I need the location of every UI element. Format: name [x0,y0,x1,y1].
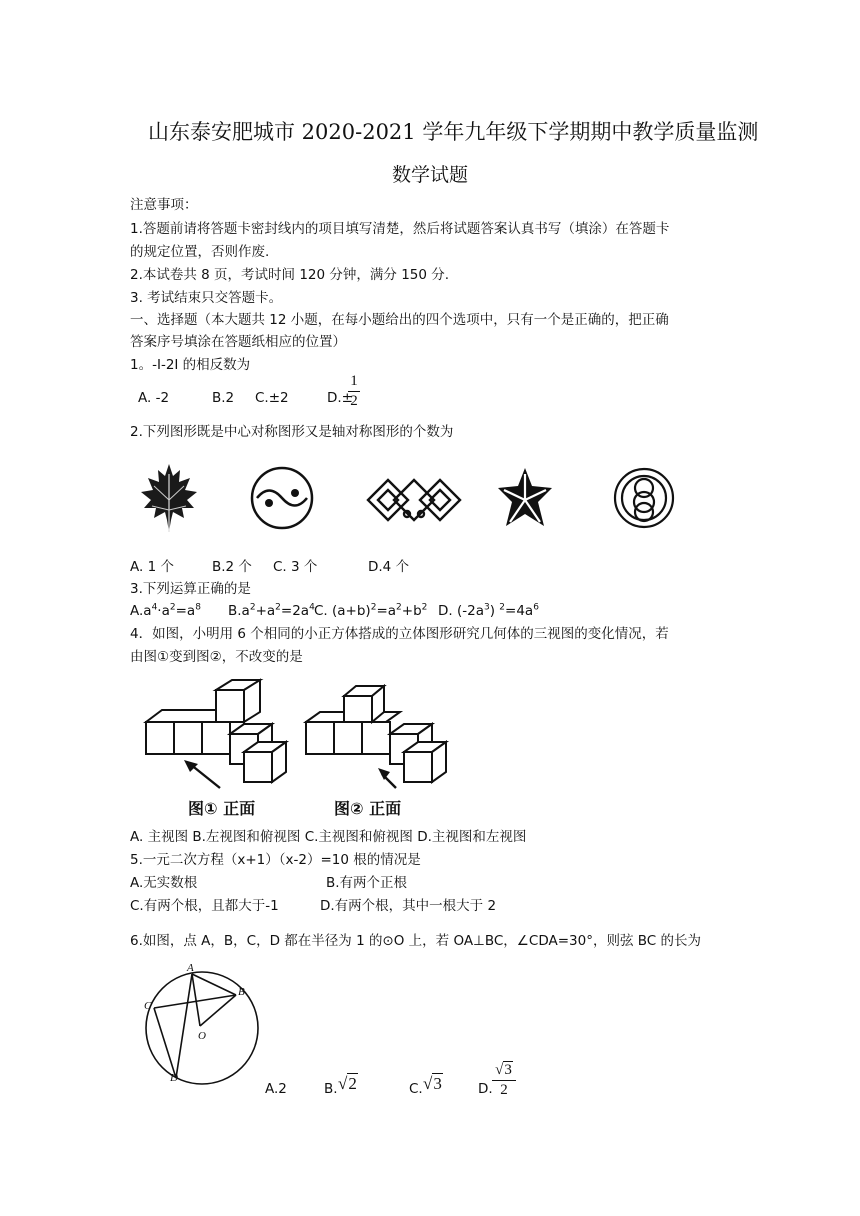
maple-leaf-icon [138,462,200,534]
q4-stem-line-2: 由图①变到图②，不改变的是 [130,649,303,665]
q1-d-numerator: 1 [350,373,358,389]
q6-label-b: B [238,986,245,998]
q4-options: A. 主视图 B.左视图和俯视图 C.主视图和俯视图 D.主视图和左视图 [130,829,527,845]
notice-item-2: 2.本试卷共 8 页，考试时间 120 分钟，满分 150 分. [130,267,450,283]
q2-option-c: C. 3 个 [273,559,318,575]
q6-c-radicand: 3 [433,1074,442,1093]
pentagon-star-icon [494,466,556,532]
q1-option-d-fraction [348,373,360,410]
q3-option-c: C. $(a+b)^2=a^2+b^2$ [314,602,428,619]
q6-option-c-prefix: C. [409,1081,423,1097]
notice-item-1-line-2: 的规定位置，否则作废. [130,244,270,260]
q1-d-denominator: 2 [350,393,358,409]
q2-option-a: A. 1 个 [130,559,174,575]
q4-stem-line-1: 4．如图，小明用 6 个相同的小正方体搭成的立体图形研究几何体的三视图的变化情况，若 [130,626,669,642]
q1-option-b: B.2 [212,390,235,406]
nested-circles-icon [612,466,676,530]
q3-option-b: $B.a^2+a^2=2a^4$ [228,602,315,619]
q5-stem: 5.一元二次方程（x+1）（x-2）=10 根的情况是 [130,852,421,868]
q5-option-b: B.有两个正根 [326,875,408,891]
q5-option-a: A.无实数根 [130,875,198,891]
chinese-knot-icon [366,476,462,524]
q6-option-c-sqrt: √3 [423,1074,442,1093]
q6-label-a: A [187,962,194,974]
q2-option-b: B.2 个 [212,559,252,575]
q6-label-c: C [144,1000,152,1012]
q1-option-a: A. -2 [138,390,170,406]
page-subtitle: 数学试题 [392,164,469,186]
figure-1-cubes [140,678,300,790]
q6-option-d-fraction: √3 2 [492,1062,516,1099]
q6-d-denominator: 2 [500,1082,508,1098]
notice-heading: 注意事项： [130,197,198,213]
q6-label-o: O [198,1030,206,1042]
q6-circle-figure [132,962,272,1092]
q1-option-d-prefix: D.± [327,390,353,406]
page-title: 山东泰安肥城市 2020-2021 学年九年级下学期期中教学质量监测 [148,120,759,144]
q6-option-a: A.2 [265,1081,287,1097]
q1-stem: 1。-I-2I 的相反数为 [130,357,251,373]
q3-option-a: $A.a^4\cdot a^2=a^8$ [130,602,201,619]
figure-2-cubes [300,684,460,790]
q6-option-d-prefix: D. [478,1081,493,1097]
notice-item-3: 3. 考试结束只交答题卡。 [130,290,283,306]
q2-stem: 2.下列图形既是中心对称图形又是轴对称图形的个数为 [130,424,454,440]
q5-option-d: D.有两个根，其中一根大于 2 [320,898,497,914]
q6-option-b-prefix: B. [324,1081,338,1097]
q6-stem: 6.如图，点 A，B，C，D 都在半径为 1 的⊙O 上，若 OA⊥BC，∠CDA=30°，则弦 BC 的长为 [130,933,702,949]
q6-option-b-sqrt: √2 [338,1074,357,1093]
q5-option-c: C.有两个根，且都大于-1 [130,898,279,914]
figure-1-label: 图① 正面 [188,799,256,818]
yin-yang-icon [249,465,315,531]
section-1-line-1: 一、选择题（本大题共 12 小题，在每小题给出的四个选项中，只有一个是正确的，把正确 [130,312,669,328]
q3-option-d: D. $(-2a^3)$ $^2=4a^6$ [438,602,539,619]
q1-option-c: C.±2 [255,390,289,406]
q6-d-radicand: 3 [504,1062,512,1078]
notice-item-1-line-1: 1.答题前请将答题卡密封线内的项目填写清楚，然后将试题答案认真书写（填涂）在答题卡 [130,221,670,237]
q3-stem: 3.下列运算正确的是 [130,581,251,597]
figure-2-label: 图② 正面 [334,799,402,818]
section-1-line-2: 答案序号填涂在答题纸相应的位置） [130,334,346,350]
q2-option-d: D.4 个 [368,559,410,575]
q6-label-d: D [170,1072,178,1084]
q6-b-radicand: 2 [348,1074,357,1093]
